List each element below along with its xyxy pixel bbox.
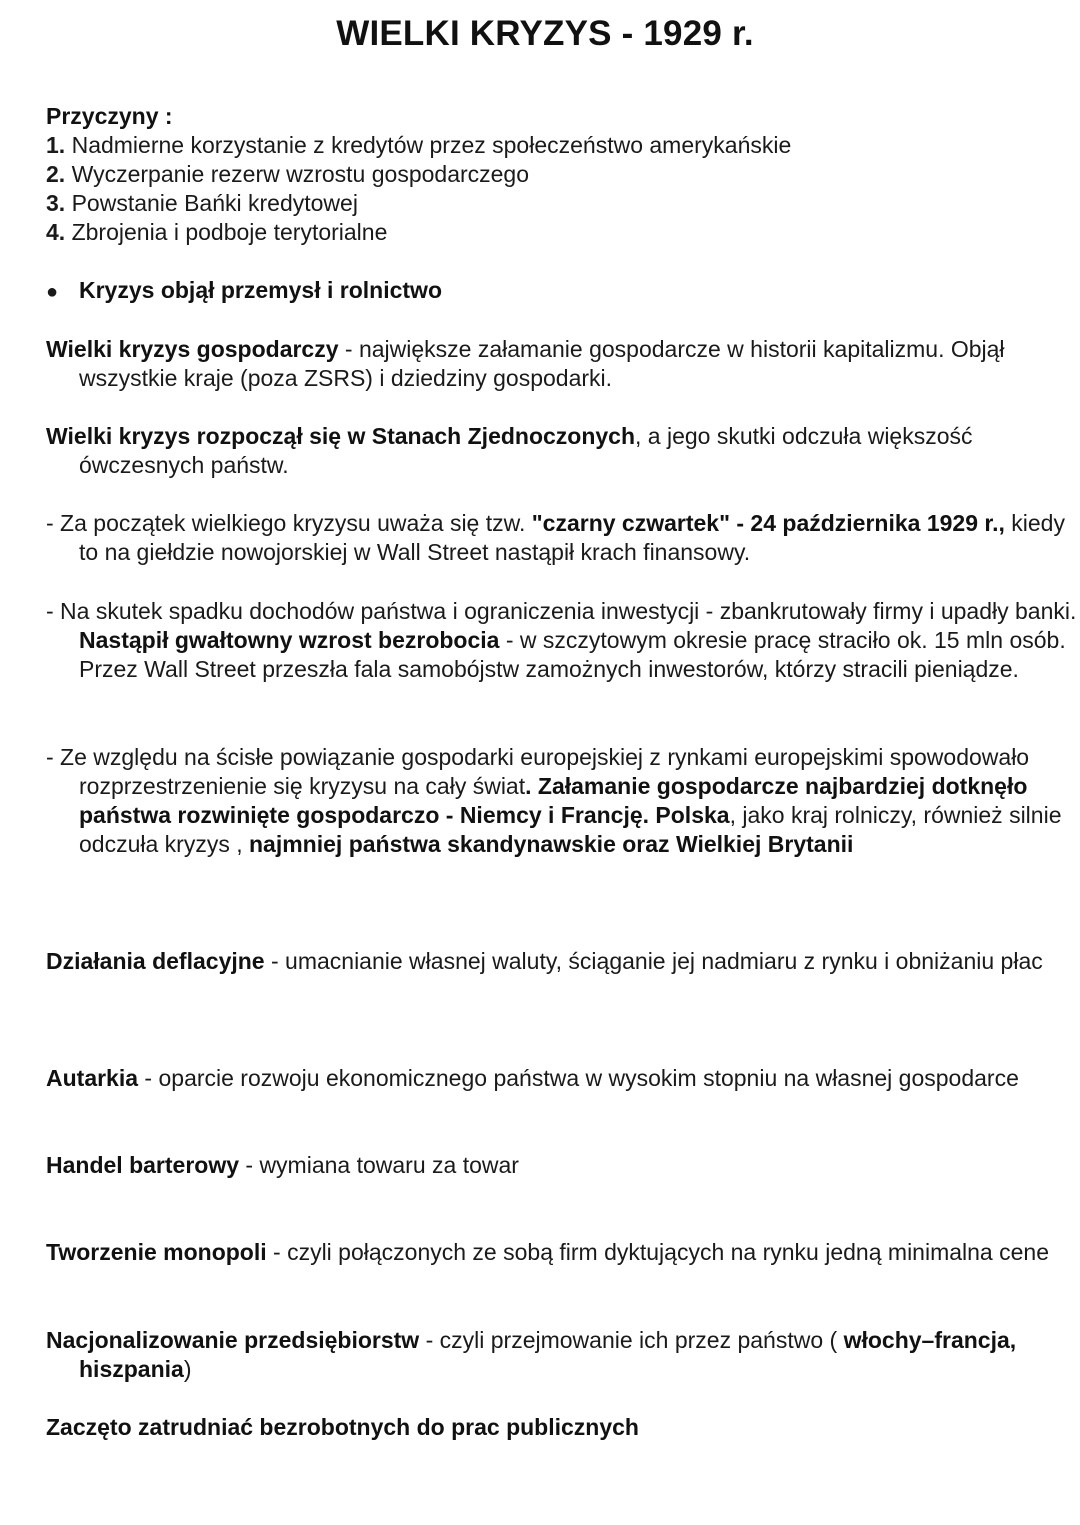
bullet-text: Kryzys objął przemysł i rolnictwo [79, 277, 442, 303]
causes-heading: Przyczyny : [46, 103, 173, 129]
definition-deflation: Działania deflacyjne - umacnianie własnej waluty, ściąganie jej nadmiaru z rynku i obniżaniu płac [46, 948, 1043, 974]
crisis-start: Wielki kryzys rozpoczął się w Stanach Zjednoczonych, a jego skutki odczuła większość ówczesnych państw. [46, 423, 973, 478]
black-thursday-paragraph: - Za początek wielkiego kryzysu uważa się tzw. "czarny czwartek" - 24 października 1929 r., kiedy to na giełdzie nowojorskiej w Wall Street nastąpił krach finansowy. [46, 510, 1065, 565]
definition-great-depression: Wielki kryzys gospodarczy - największe załamanie gospodarcze w historii kapitalizmu. Objął wszystkie kraje (poza ZSRS) i dziedziny gospodarki. [46, 336, 1005, 391]
cause-item: 2. Wyczerpanie rezerw wzrostu gospodarczego [46, 161, 530, 187]
causes-section [46, 102, 1046, 247]
public-works-statement: Zaczęto zatrudniać bezrobotnych do prac publicznych [46, 1414, 639, 1440]
cause-item: 3. Powstanie Bańki kredytowej [46, 190, 358, 216]
page-title: WIELKI KRYZYS - 1929 r. [336, 14, 754, 53]
definition-monopoly: Tworzenie monopoli - czyli połączonych ze sobą firm dyktujących na rynku jedną minimalna cene [46, 1239, 1049, 1265]
cause-item: 1. Nadmierne korzystanie z kredytów przez społeczeństwo amerykańskie [46, 132, 792, 158]
definition-autarky: Autarkia - oparcie rozwoju ekonomicznego państwa w wysokim stopniu na własnej gospodarce [46, 1065, 1019, 1091]
definition-barter: Handel barterowy - wymiana towaru za towar [46, 1152, 519, 1178]
spread-paragraph: - Ze względu na ścisłe powiązanie gospodarki europejskiej z rynkami europejskimi spowodowało rozprzestrzenienie się kryzysu na cały świat. Załamanie gospodarcze najbardziej dotknęło państwa rozwinięte gospodarczo - Niemcy i Francję. Polska, jako kraj rolniczy, również silnie odczuła kryzys , najmniej państwa skandynawskie oraz Wielkiej Brytanii [46, 744, 1062, 857]
cause-item: 4. Zbrojenia i podboje terytorialne [46, 219, 388, 245]
bullet-icon: ● [46, 281, 59, 303]
bullet-item [46, 276, 1046, 307]
unemployment-paragraph: - Na skutek spadku dochodów państwa i ograniczenia inwestycji - zbankrutowały firmy i upadły banki. Nastąpił gwałtowny wzrost bezrobocia - w szczytowym okresie pracę straciło ok. 15 mln osób. Przez Wall Street przeszła fala samobójstw zamożnych inwestorów, którzy stracili pieniądze. [46, 598, 1077, 682]
definition-nationalization: Nacjonalizowanie przedsiębiorstw - czyli przejmowanie ich przez państwo ( włochy–francja, hiszpania) [46, 1327, 1017, 1382]
